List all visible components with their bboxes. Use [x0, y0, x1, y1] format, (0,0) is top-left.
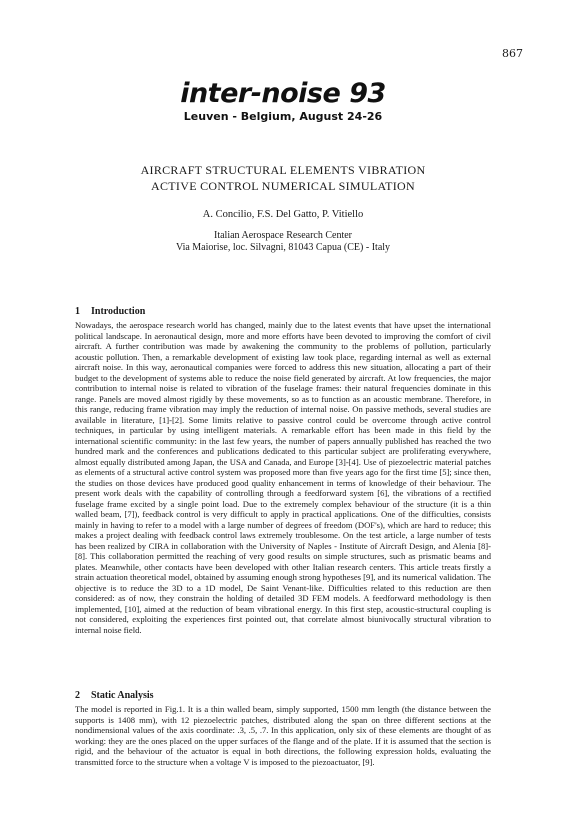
section-number: 1	[75, 306, 80, 317]
section-title: Introduction	[91, 306, 146, 317]
paper-title-line-1: AIRCRAFT STRUCTURAL ELEMENTS VIBRATION	[140, 163, 426, 177]
introduction-body-text: Nowadays, the aerospace research world has changed, mainly due to the latest events that have upset the international political landscape. In aeronautical design, more and more efforts have been devoted to improving the comfort of civil aircraft. A further contribution was made by awakening the community to the problems of pollution, particularly acoustic pollution. Then, a remarkable development of existing law took place, regarding internal as well as external aircraft noise. In this way, aeronautical companies were forced to address this new situation, allocating a part of their budget to the development of systems able to reduce the noise field generated by aircraft. At low frequencies, the major contribution to internal noise is related to vibration of the fuselage frames: their natural frequencies dominate in this range. Panels are moved almost rigidly by these movements, so as to function as an acoustic membrane. Therefore, in this range, reducing frame vibration may imply the reduction of internal noise. On passive methods, several studies are available in literature, [1]-[2]. Some limits relative to passive control could be overcome through active control techniques, in particular by using intelligent materials. A remarkable effort has been made in this field by the international scientific community: in the last few years, the number of papers annually published has reached the two hundred mark and the conferences and publications dedicated to this particular subject are proliferating everywhere, almost equally distributed among Japan, the USA and Canada, and Europe [3]-[4]. Use of piezoelectric material patches as elements of a structural active control system was proposed more than five years ago for the first time [5]; since then, the studies on those devices have produced good quality enhancement in terms of knowledge of their behaviour. The present work deals with the capability of controlling through a feedforward system [6], the vibrations of a rectified fuselage frame excited by a single point load. Due to the extremely complex behaviour of the structure (it is a thin walled beam, [7]), feedback control is very difficult to apply in practical applications. One of the difficulties, consists mainly in having to refer to a model with a large number of degrees of freedom (DOF's), which are hard to reduce; this makes a project dealing with feedback control laws extremely troublesome. On the test article, a large number of tests has been realized by CIRA in collaboration with the University of Naples - Institute of Aircraft Design, and Alenia [8]-[8]. This collaboration permitted the reaching of very good results on simple structures, such as prismatic beams and plates. Meanwhile, other contacts have been developed with other Italian research centers. This article treats firstly a strain actuation theoretical model, obtained by assuming enough strong hypotheses [9], and its numerical validation. The objective is to reduce the 3D to a 1D model, De Saint Venant-like. Difficulties related to this reduction are then considered: as of now, they constrain the holding of detailed 3D FEM models. A feedforward methodology is then implemented, [10], aimed at the reduction of beam vibrational energy. In this first step, acoustic-structural coupling is not considered, exploiting the experiences first pointed out, that correlate almost biunivocally structural vibration to internal noise field.	[75, 320, 491, 635]
affiliation-line-1: Italian Aerospace Research Center	[214, 230, 352, 241]
affiliation-line-2: Via Maiorise, loc. Silvagni, 81043 Capua (CE) - Italy	[175, 242, 391, 253]
section-title: Static Analysis	[91, 690, 154, 701]
conference-logo: inter-noise 93	[180, 78, 386, 109]
static-analysis-body-text: The model is reported in Fig.1. It is a thin walled beam, simply supported, 1500 mm length (the distance between the supports is 1408 mm), with 12 piezoelectric patches, distributed along the span on three different sections at the nondimensional values of the axis coordinate: .3, .5, .7. In this application, only six of these elements are thought of as working: they are the ones placed on the upper surfaces of the flange and of the plate. If it is assumed that the section is rigid, and the behaviour of the actuator is equal in both directions, the following expression holds, evaluating the transmitted force to the structure when a voltage V is imposed to the piezoactuator, [9].	[75, 704, 491, 767]
paper-title-line-2: ACTIVE CONTROL NUMERICAL SIMULATION	[151, 179, 415, 193]
section-heading-introduction	[75, 306, 145, 317]
paper-affiliation	[0, 230, 566, 254]
page-number: 867	[502, 47, 523, 60]
paper-title	[0, 162, 566, 194]
paper-authors: A. Concilio, F.S. Del Gatto, P. Vitiello	[202, 209, 364, 220]
section-number: 2	[75, 690, 80, 701]
conference-location-date: Leuven - Belgium, August 24-26	[183, 110, 383, 123]
section-heading-static-analysis	[75, 690, 154, 701]
